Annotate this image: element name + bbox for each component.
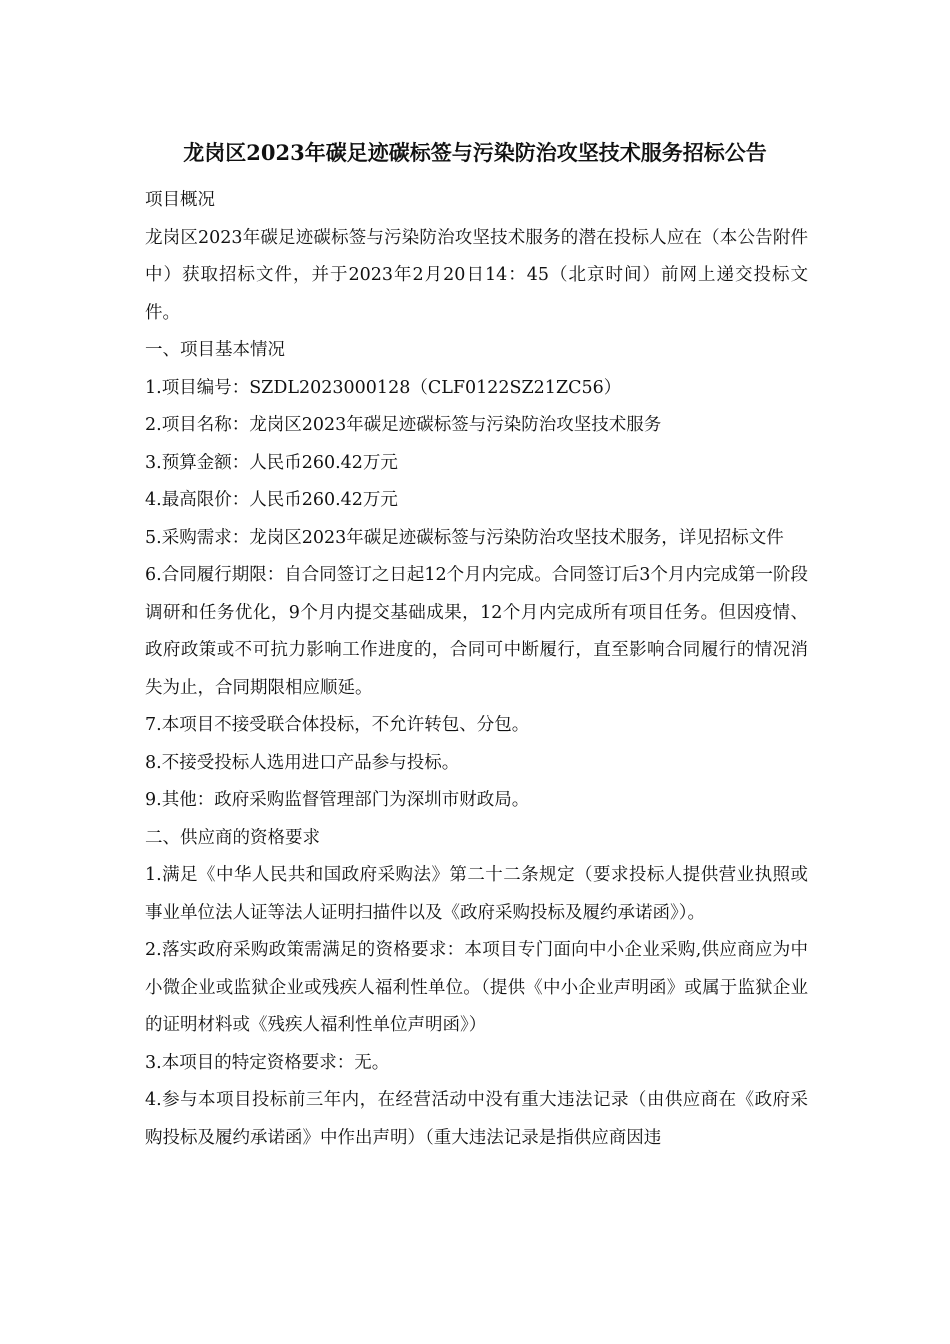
qualification-4: 4.参与本项目投标前三年内，在经营活动中没有重大违法记录（由供应商在《政府采购投标及履约承诺函》中作出声明）（重大违法记录是指供应商因违	[145, 1090, 808, 1148]
document-title: 龙岗区2023年碳足迹碳标签与污染防治攻坚技术服务招标公告	[183, 140, 767, 165]
procurement-requirement: 5.采购需求：龙岗区2023年碳足迹碳标签与污染防治攻坚技术服务，详见招标文件	[145, 527, 784, 548]
contract-period: 6.合同履行期限：自合同签订之日起12个月内完成。合同签订后3个月内完成第一阶段调研和任务优化，9个月内提交基础成果，12个月内完成所有项目任务。但因疫情、政府政策或不可抗力影响工作进度的，合同可中断履行，直至影响合同履行的情况消失为止，合同期限相应顺延。	[145, 565, 808, 698]
document-body	[145, 182, 808, 1157]
budget-amount: 3.预算金额：人民币260.42万元	[145, 452, 398, 473]
qualification-2: 2.落实政府采购政策需满足的资格要求：本项目专门面向中小企业采购,供应商应为中小微企业或监狱企业或残疾人福利性单位。（提供《中小企业声明函》或属于监狱企业的证明材料或《残疾人福利性单位声明函》）	[145, 940, 808, 1035]
section-heading-basic-info: 一、项目基本情况	[145, 340, 285, 360]
max-price: 4.最高限价：人民币260.42万元	[145, 490, 398, 510]
project-name: 2.项目名称：龙岗区2023年碳足迹碳标签与污染防治攻坚技术服务	[145, 415, 662, 435]
section-heading-overview: 项目概况	[145, 190, 215, 210]
other-info: 9.其他：政府采购监督管理部门为深圳市财政局。	[145, 790, 530, 810]
qualification-1: 1.满足《中华人民共和国政府采购法》第二十二条规定（要求投标人提供营业执照或事业单位法人证等法人证明扫描件以及《政府采购投标及履约承诺函》）。	[145, 865, 808, 923]
qualification-3: 3.本项目的特定资格要求：无。	[145, 1052, 390, 1073]
no-imported-products-clause: 8.不接受投标人选用进口产品参与投标。	[145, 752, 460, 773]
no-consortium-clause: 7.本项目不接受联合体投标，不允许转包、分包。	[145, 715, 530, 735]
section-heading-qualifications: 二、供应商的资格要求	[145, 827, 320, 848]
project-number: 1.项目编号：SZDL2023000128（CLF0122SZ21ZC56）	[145, 377, 622, 398]
overview-paragraph: 龙岗区2023年碳足迹碳标签与污染防治攻坚技术服务的潜在投标人应在（本公告附件中）获取招标文件，并于2023年2月20日14：45（北京时间）前网上递交投标文件。	[145, 227, 808, 323]
